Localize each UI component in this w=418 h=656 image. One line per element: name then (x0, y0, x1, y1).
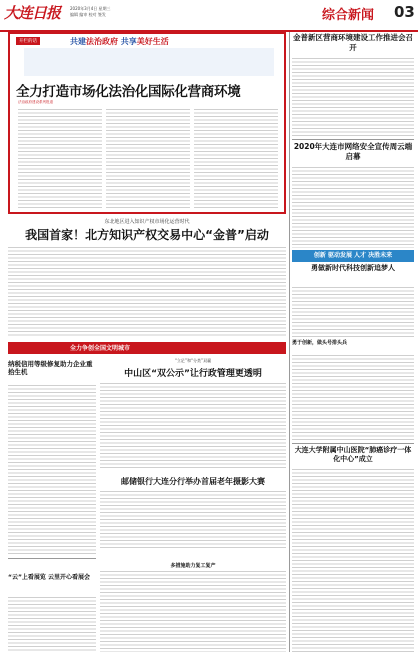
section-title: 综合新闻 (322, 8, 375, 23)
divider (292, 139, 414, 140)
online-exhibit-body (8, 596, 96, 652)
slogan-prefix: 共建 (70, 37, 86, 46)
editor-credits: 编辑 编审 校对 签发 (70, 12, 106, 17)
postal-bank-headline: 邮储银行大连分行举办首届老年摄影大赛 (121, 477, 265, 486)
story3-body (292, 286, 414, 338)
story1-body (292, 57, 414, 137)
lead-story-box (8, 32, 286, 214)
newspaper-logo: 大连日报 (4, 4, 61, 22)
story4-body (292, 354, 414, 442)
tax-credit-headline: 纳税信用等级修复助力企业重拾生机 (8, 360, 93, 376)
slogan-em1: 法治政府 (86, 37, 118, 46)
divider (8, 558, 96, 559)
lead-body-col2 (106, 108, 190, 210)
zhongshan-headline: 中山区“双公示”让行政管理更透明 (124, 369, 262, 379)
slogan-mid: 共享 (118, 37, 137, 46)
tax-credit-body (8, 384, 96, 554)
slogan-em2: 美好生活 (136, 37, 169, 46)
lead-intro-text (24, 48, 274, 76)
issue-date: 2020年3月4日 星期三 (70, 6, 111, 11)
masthead (0, 0, 418, 32)
resumption-body (100, 570, 286, 652)
ip-headline: 我国首家！北方知识产权交易中心“金普”启动 (25, 228, 269, 242)
lead-slogan (70, 36, 169, 47)
story3-headline: 勇做新时代科技创新追梦人 (311, 264, 395, 272)
zhongshan-kicker: “立足”和“分类”双赢 (174, 358, 212, 363)
banner-text: 全力争创全国文明城市 (70, 345, 131, 352)
innovation-ribbon: 创新 驱动发展 人才 决胜未来 (292, 250, 414, 262)
story2-headline: 2020年大连市网络安全宣传周云端启幕 (293, 142, 413, 161)
story5-headline: 大连大学附属中山医院“肺癌诊疗一体化中心”成立 (294, 446, 412, 463)
story5-body (292, 468, 414, 652)
lead-kicker: 开栏的话 (16, 37, 40, 45)
story4-headline: 勇于创新，做头号排头兵 (292, 340, 348, 346)
online-exhibit-headline: “云”上看展览 云里开心看展会 (8, 574, 90, 581)
zhongshan-body (100, 382, 286, 470)
civilized-city-banner (8, 342, 286, 354)
lead-byline: 法治政府建设系列报道 (18, 100, 53, 104)
postal-bank-body (100, 490, 286, 550)
column-divider (289, 32, 290, 652)
lead-body-col1 (18, 108, 102, 210)
lead-headline: 全力打造市场化法治化国际化营商环境 (16, 84, 241, 100)
story2-body (292, 166, 414, 248)
lead-body-col3 (194, 108, 278, 210)
ip-body (8, 246, 286, 338)
resumption-headline: 多措施助力复工复产 (170, 563, 216, 569)
divider (292, 443, 414, 444)
page-number: 03 (394, 3, 415, 21)
ip-kicker: 东北地区进入知识产权市场化运营时代 (104, 219, 190, 225)
story1-headline: 金普新区营商环境建设工作推进会召开 (293, 33, 413, 52)
